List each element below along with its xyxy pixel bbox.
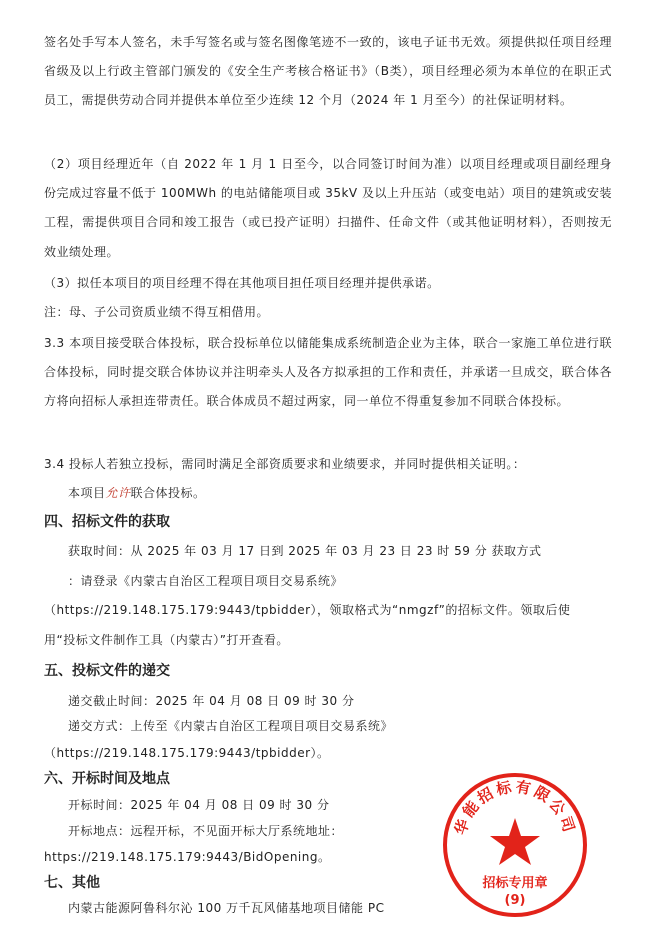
clause-project-manager-exclusive: （3）拟任本项目的项目经理不得在其他项目担任项目经理并提供承诺。 [44, 276, 440, 290]
submit-method: 递交方式：上传至《内蒙古自治区工程项目项目交易系统》 [68, 719, 394, 733]
company-seal-stamp [440, 770, 590, 920]
obtain-tool: 用“投标文件制作工具（内蒙古）”打开查看。 [44, 633, 289, 647]
other-project-name: 内蒙古能源阿鲁科尔沁 100 万千瓦风储基地项目储能 PC [68, 901, 385, 915]
opening-time: 开标时间：2025 年 04 月 08 日 09 时 30 分 [68, 798, 330, 812]
obtain-url: （https://219.148.175.179:9443/tpbidder），领取格式为“nmgzf”的招标文件。领取后使 [44, 603, 571, 617]
seal-star-icon [490, 818, 540, 865]
section-title-submit: 五、投标文件的递交 [44, 663, 170, 679]
consortium-suffix: 联合体投标。 [130, 486, 206, 500]
obtain-method: ：请登录《内蒙古自治区工程项目项目交易系统》 [68, 574, 344, 588]
clause-3-4-independent: 3.4 投标人若独立投标，需同时满足全部资质要求和业绩要求，并同时提供相关证明。： [44, 457, 526, 471]
clause-3-3-consortium: 3.3 本项目接受联合体投标，联合投标单位以储能集成系统制造企业为主体，联合一家施工单位进行联合体投标，同时提交联合体协议并注明牵头人及各方拟承担的工作和责任，并承诺一旦成交，联合体各方将向招标人承担连带责任。联合体成员不超过两家，同一单位不得重复参加不同联合体投标。 [44, 336, 612, 409]
submit-deadline: 递交截止时间：2025 年 04 月 08 日 09 时 30 分 [68, 694, 355, 708]
obtain-time: 获取时间：从 2025 年 03 月 17 日到 2025 年 03 月 23 日 23 时 59 分 获取方式 [68, 544, 542, 558]
clause-project-manager-experience: （2）项目经理近年（自 2022 年 1 月 1 日至今，以合同签订时间为准）以项目经理或项目副经理身份完成过容量不低于 100MWh 的电站储能项目或 35kV 及以上升压站（或变电站）项目的建筑或安装工程，需提供项目合同和竣工报告（或已投产证明）扫描件、任命文件（或其他证明材料），否则按无效业绩处理。 [44, 157, 612, 259]
opening-url: https://219.148.175.179:9443/BidOpening。 [44, 850, 331, 864]
seal-label: 招标专用章 [482, 876, 548, 891]
section-title-other: 七、其他 [44, 875, 100, 891]
consortium-handwritten: 允许 [105, 486, 131, 500]
seal-company-name: 华能招标有限公司 [451, 777, 579, 837]
section-title-obtain: 四、招标文件的获取 [44, 514, 170, 530]
note-qualification: 注：母、子公司资质业绩不得互相借用。 [44, 305, 270, 319]
seal-number: (9) [504, 893, 526, 908]
section-title-opening: 六、开标时间及地点 [44, 771, 170, 787]
consortium-statement [68, 485, 206, 501]
consortium-prefix: 本项目 [68, 486, 106, 500]
clause-project-manager-cert: 签名处手写本人签名，未手写签名或与签名图像笔迹不一致的，该电子证书无效。须提供拟任项目经理省级及以上行政主管部门颁发的《安全生产考核合格证书》（B类），项目经理必须为本单位的在职正式员工，需提供劳动合同并提供本单位至少连续 12 个月（2024 年 1 月至今）的社保证明材料。 [44, 35, 612, 108]
submit-url: （https://219.148.175.179:9443/tpbidder）。 [44, 746, 330, 760]
opening-place: 开标地点：远程开标，不见面开标大厅系统地址： [68, 824, 344, 838]
